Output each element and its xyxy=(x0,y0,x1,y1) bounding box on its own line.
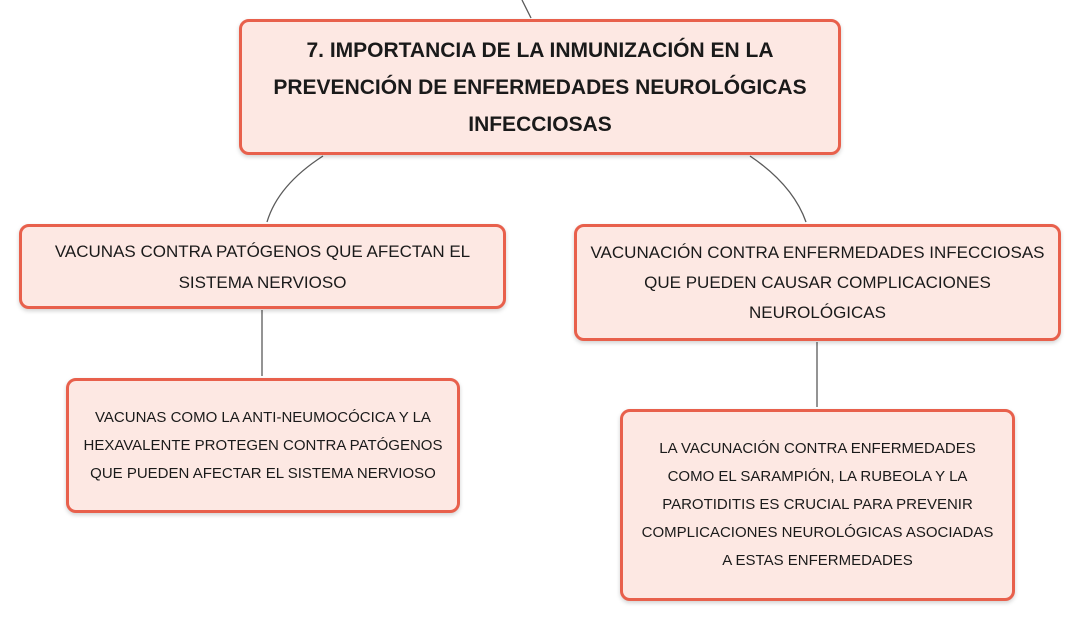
right-branch-node[interactable] xyxy=(574,224,1061,341)
connector-main-to-left xyxy=(267,156,323,222)
connector-main-to-right xyxy=(750,156,806,222)
right-child-label: LA VACUNACIÓN CONTRA ENFERMEDADES COMO EL SARAMPIÓN, LA RUBEOLA Y LA PAROTIDITIS ES CRUCIAL PARA PREVENIR COMPLICACIONES NEUROLÓGICAS ASOCIADAS A ESTAS ENFERMEDADES xyxy=(641,440,994,569)
right-branch-label: VACUNACIÓN CONTRA ENFERMEDADES INFECCIOSAS QUE PUEDEN CAUSAR COMPLICACIONES NEUROLÓGICAS xyxy=(590,242,1045,322)
left-branch-node[interactable] xyxy=(19,224,506,309)
right-child-node[interactable] xyxy=(620,409,1015,601)
left-child-node[interactable] xyxy=(66,378,460,513)
left-child-label: VACUNAS COMO LA ANTI-NEUMOCÓCICA Y LA HEXAVALENTE PROTEGEN CONTRA PATÓGENOS QUE PUEDEN AFECTAR EL SISTEMA NERVIOSO xyxy=(83,408,443,482)
connector-parent-to-main xyxy=(522,0,531,18)
left-branch-label: VACUNAS CONTRA PATÓGENOS QUE AFECTAN EL SISTEMA NERVIOSO xyxy=(54,241,471,292)
main-topic-node[interactable] xyxy=(239,19,841,155)
main-topic-label: 7. IMPORTANCIA DE LA INMUNIZACIÓN EN LA PREVENCIÓN DE ENFERMEDADES NEUROLÓGICAS INFECCIOSAS xyxy=(273,38,807,136)
